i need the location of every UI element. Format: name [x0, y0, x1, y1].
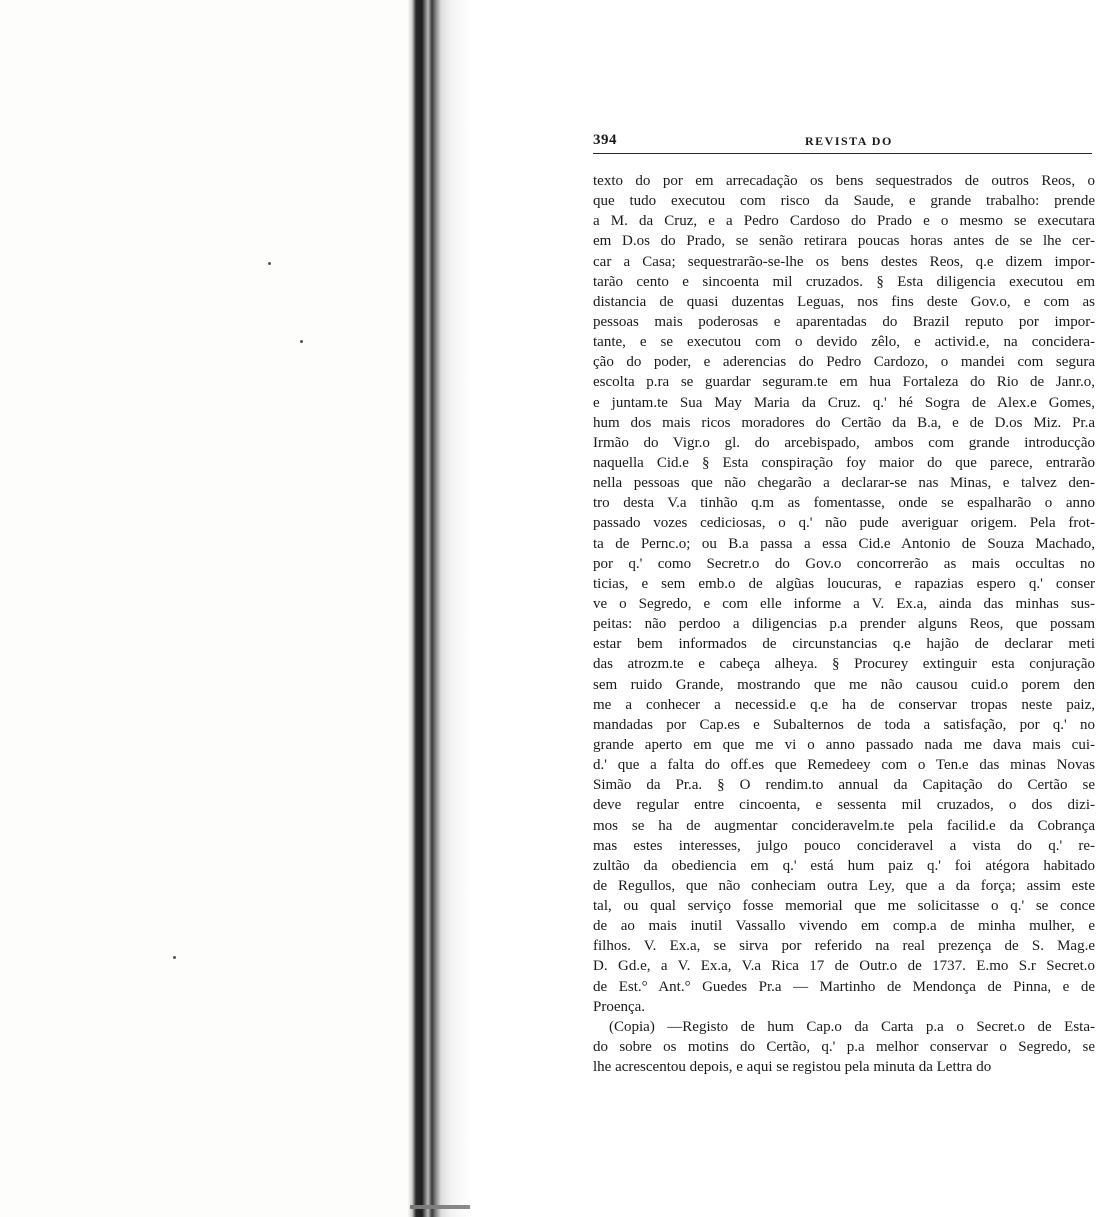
- text-line: Simão da Pr.a. § O rendim.to annual da Capitação do Certão se: [593, 777, 1095, 794]
- text-line: a M. da Cruz, e a Pedro Cardoso do Prado e o mesmo se executara: [593, 213, 1095, 230]
- text-line: estar bem informados de circunstancias q.e hajão de declarar meti: [593, 636, 1095, 653]
- text-line: D. Gd.e, a V. Ex.a, V.a Rica 17 de Outr.o de 1737. E.mo S.r Secret.o: [593, 958, 1095, 975]
- text-line: car a Casa; sequestrarão-se-lhe os bens destes Reos, q.e dizem impor-: [593, 253, 1095, 270]
- running-head: [593, 132, 1093, 154]
- text-line: de ao mais inutil Vassallo vivendo em comp.a de minha mulher, e: [593, 918, 1095, 935]
- text-line: Irmão do Vigr.o gl. do arcebispado, ambos com grande introducção: [593, 434, 1095, 451]
- book-gutter: [408, 0, 470, 1217]
- text-line: tro desta V.a tinhão q.m as fomentasse, onde se espalharão o anno: [593, 495, 1095, 512]
- text-line: Proença.: [593, 998, 646, 1015]
- paper-speck: [268, 262, 271, 265]
- text-line: tarão cento e sincoenta mil cruzados. § Esta diligencia executou em: [593, 273, 1095, 290]
- text-line: lhe acrescentou depois, e aqui se registou pela minuta da Lettra do: [593, 1059, 992, 1076]
- body-text: [593, 171, 1095, 1191]
- text-line: em D.os do Prado, se senão retirara poucas horas antes de se lhe cer-: [593, 233, 1095, 250]
- text-line: ticias, e sem emb.o de algũas loucuras, e rapazias espero q.' conser: [593, 575, 1095, 592]
- text-line: por q.' como Secretr.o do Gov.o concorrerão as mais occultas no: [593, 555, 1095, 572]
- text-line: sem ruido Grande, mostrando que me não causou cuid.o porem den: [593, 676, 1095, 693]
- journal-title: REVISTA DO: [805, 134, 893, 148]
- text-line: ção do poder, e aderencias do Pedro Cardozo, o mandei com segura: [593, 354, 1095, 371]
- text-line: escolta p.ra se guardar seguram.te em hua Fortaleza do Rio de Janr.o,: [593, 374, 1095, 391]
- text-line: peitas: não perdoo a diligencias p.a prender alguns Reos, que possam: [593, 616, 1095, 633]
- text-line: que tudo executou com risco da Saude, e grande trabalho: prende: [593, 193, 1095, 210]
- text-line: me a conhecer a necessid.e q.e ha de conservar tropas neste paiz,: [593, 696, 1095, 713]
- text-line: de Est.° Ant.° Guedes Pr.a — Martinho de Mendonça de Pinna, e de: [593, 978, 1095, 995]
- text-line: mandadas por Cap.es e Subalternos de toda a satisfação, por q.' no: [593, 716, 1095, 733]
- text-line: pessoas mais poderosas e aparentadas do Brazil reputo por impor-: [593, 313, 1095, 330]
- text-line: deve regular entre cincoenta, e sessenta mil cruzados, o dos dizi-: [593, 797, 1095, 814]
- text-line: d.' que a falta do off.es que Remedeey com o Ten.e das minas Novas: [593, 757, 1095, 774]
- text-line: de Regullos, que não conheciam outra Ley, que a da força; assim este: [593, 877, 1095, 894]
- text-line: naquella Cid.e § Esta conspiração foy maior do que parece, entrarão: [593, 454, 1095, 471]
- text-line: (Copia) —Registo de hum Cap.o da Carta p.a o Secret.o de Esta-: [609, 1018, 1095, 1035]
- text-line: mos se ha de augmentar concideravelm.te pela facilid.e da Cobrança: [593, 817, 1095, 834]
- text-line: tal, ou qual serviço fosse memorial que me solicitasse o q.' se conce: [593, 898, 1095, 915]
- text-line: distancia de quasi duzentas Leguas, nos fins deste Gov.o, e com as: [593, 293, 1095, 310]
- header-rule: [593, 153, 1092, 154]
- text-line: mas estes interesses, julgo pouco concideravel a vista do q.' re-: [593, 837, 1095, 854]
- text-line: zultão da obediencia em q.' está hum paiz q.' foi atégora habitado: [593, 857, 1095, 874]
- text-line: do sobre os motins do Certão, q.' p.a melhor conservar o Segredo, se: [593, 1039, 1095, 1056]
- text-line: tante, e se executou com o devido zêlo, e activid.e, na concidera-: [593, 334, 1095, 351]
- text-line: texto do por em arrecadação os bens sequestrados de outros Reos, o: [593, 173, 1095, 189]
- text-line: nella pessoas que não chegarão a declarar-se nas Minas, e talvez den-: [593, 475, 1095, 492]
- text-line: grande aperto em que me vi o anno passado nada me dava mais cui-: [593, 736, 1095, 753]
- page-number: 394: [593, 132, 617, 148]
- paper-speck: [300, 340, 303, 343]
- text-line: hum dos mais ricos moradores do Certão da B.a, e de D.os Miz. Pr.a: [593, 414, 1095, 431]
- text-line: e juntam.te Sua May Maria da Cruz. q.' hé Sogra de Alex.e Gomes,: [593, 394, 1095, 411]
- text-line: ta de Pernc.o; ou B.a passa a essa Cid.e Antonio de Souza Machado,: [593, 535, 1095, 552]
- left-blank-page: [0, 0, 410, 1217]
- text-line: filhos. V. Ex.a, se sirva por referido na real prezença de S. Mag.e: [593, 938, 1095, 955]
- paper-speck: [173, 956, 176, 959]
- text-line: ve o Segredo, e com elle informe a V. Ex.a, ainda das minhas sus-: [593, 595, 1095, 612]
- text-line: das atrozm.te e cabeça alheya. § Procurey extinguir esta conjuração: [593, 656, 1095, 673]
- text-line: passado vozes cediciosas, o q.' não pude averiguar origem. Pela frot-: [593, 515, 1095, 532]
